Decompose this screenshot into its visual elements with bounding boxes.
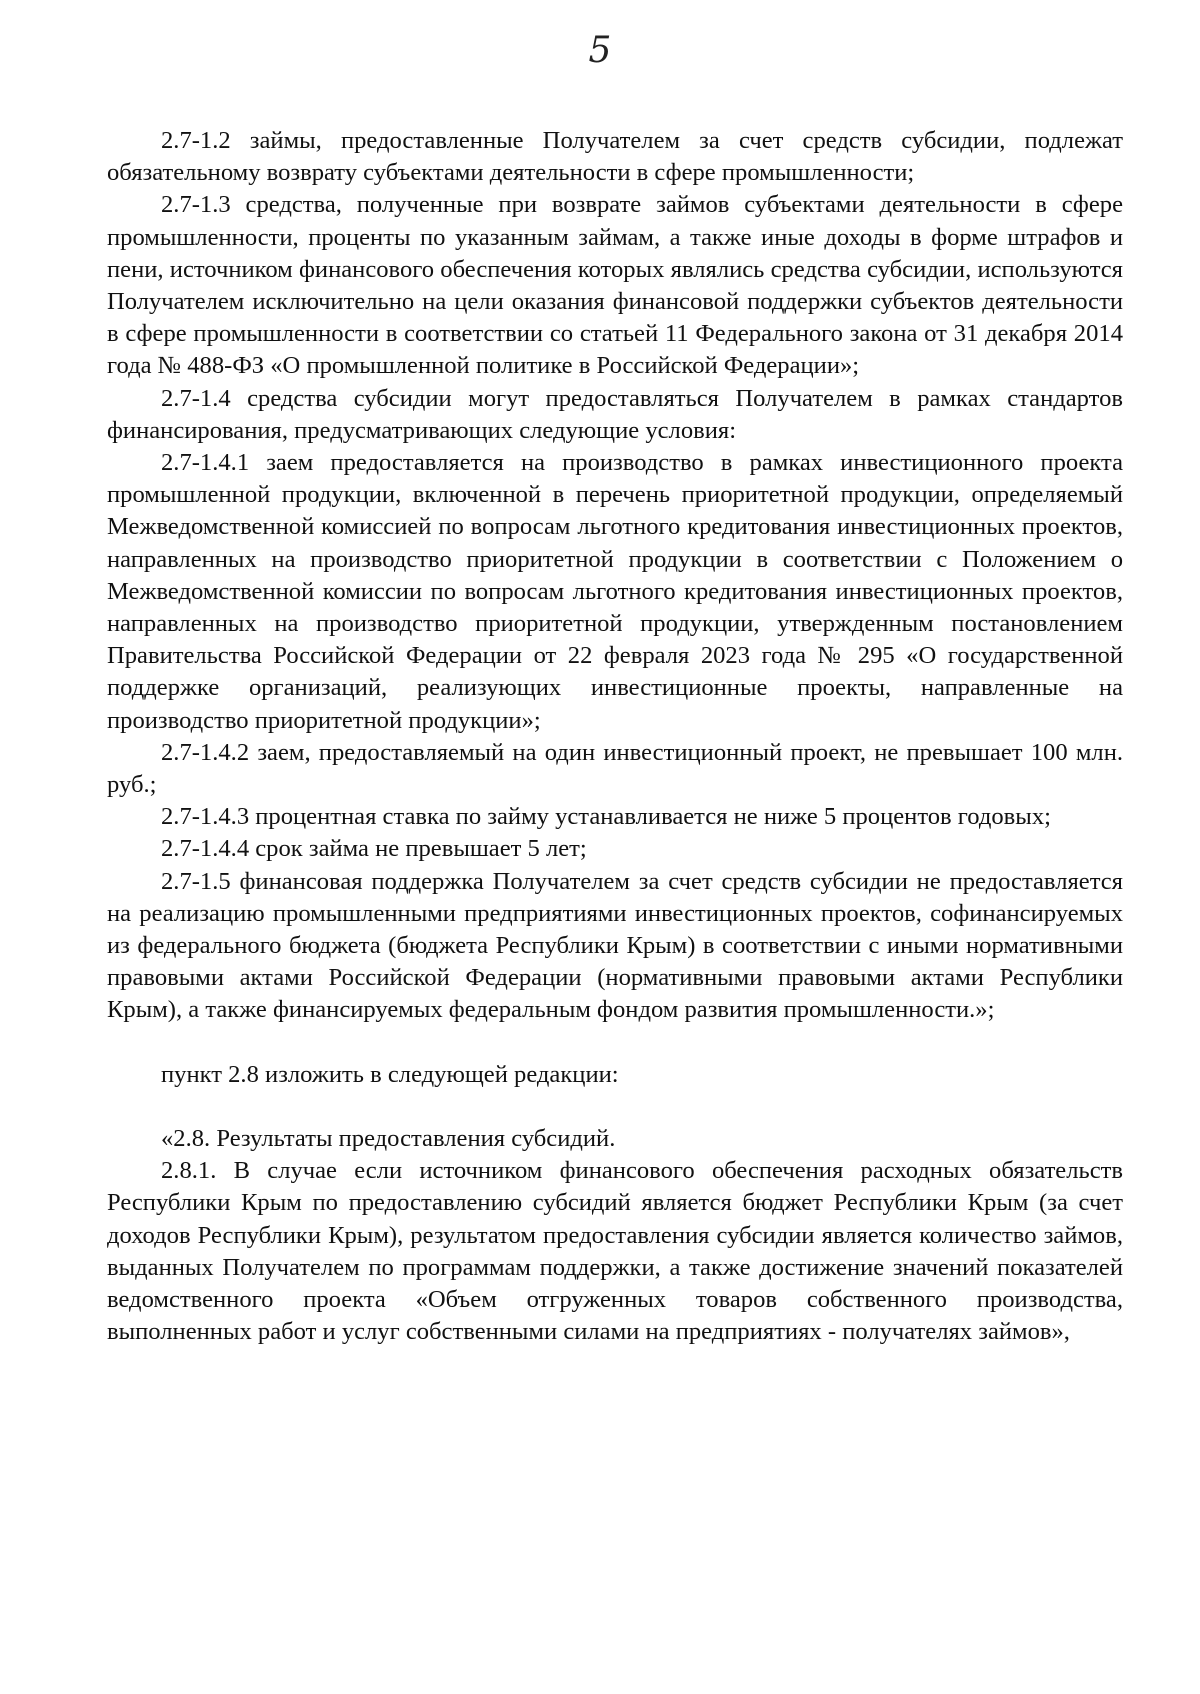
document-body [107, 125, 1123, 1348]
paragraph-2-7-1-4-2: 2.7-1.4.2 заем, предоставляемый на один инвестиционный проект, не превышает 100 млн. руб.; [107, 738, 1123, 799]
paragraph-2-7-1-5: 2.7-1.5 финансовая поддержка Получателем за счет средств субсидии не предоставляется на реализацию промышленными предприятиями инвестиционных проектов, софинансируемых из федерального бюджета (бюджета Республики Крым) в соответствии с иными нормативными правовыми актами Российской Федерации (нормативными правовыми актами Республики Крым), а также финансируемых федеральным фондом развития промышленности.»; [107, 867, 1123, 1024]
paragraph-amendment-2-8: пункт 2.8 изложить в следующей редакции: [161, 1060, 619, 1088]
paragraph-2-7-1-4-3: 2.7-1.4.3 процентная ставка по займу устанавливается не ниже 5 процентов годовых; [161, 803, 1051, 831]
paragraph-2-7-1-4-1: 2.7-1.4.1 заем предоставляется на производство в рамках инвестиционного проекта промышленной продукции, включенной в перечень приоритетной продукции, определяемый Межведомственной комиссией по вопросам льготного кредитования инвестиционных проектов, направленных на производство приоритетной продукции в соответствии с Положением о Межведомственной комиссии по вопросам льготного кредитования инвестиционных проектов, направленных на производство приоритетной продукции, утвержденным постановлением Правительства Российской Федерации от 22 февраля 2023 года № 295 «О государственной поддержке организаций, реализующих инвестиционные проекты, направленные на производство приоритетной продукции»; [107, 449, 1123, 734]
paragraph-2-7-1-4-4: 2.7-1.4.4 срок займа не превышает 5 лет; [161, 835, 587, 863]
paragraph-2-8-1: 2.8.1. В случае если источником финансового обеспечения расходных обязательств Республики Крым по предоставлению субсидий является бюджет Республики Крым (за счет доходов Республики Крым), результатом предоставления субсидии является количество займов, выданных Получателем по программам поддержки, а также достижение значений показателей ведомственного проекта «Объем отгруженных товаров собственного производства, выполненных работ и услуг собственными силами на предприятиях - получателях займов», [107, 1157, 1123, 1346]
paragraph-2-7-1-4: 2.7-1.4 средства субсидии могут предоставляться Получателем в рамках стандартов финансирования, предусматривающих следующие условия: [107, 384, 1123, 444]
section-heading-2-8: «2.8. Результаты предоставления субсидий. [161, 1124, 616, 1152]
paragraph-2-7-1-2: 2.7-1.2 займы, предоставленные Получателем за счет средств субсидии, подлежат обязательному возврату субъектами деятельности в сфере промышленности; [107, 127, 1123, 187]
page-number: 5 [588, 30, 612, 71]
paragraph-2-7-1-3: 2.7-1.3 средства, полученные при возврате займов субъектами деятельности в сфере промышленности, проценты по указанным займам, а также иные доходы в форме штрафов и пени, источником финансового обеспечения которых являлись средства субсидии, используются Получателем исключительно на цели оказания финансовой поддержки субъектов деятельности в сфере промышленности в соответствии со статьей 11 Федерального закона от 31 декабря 2014 года № 488-ФЗ «О промышленной политике в Российской Федерации»; [107, 191, 1123, 380]
